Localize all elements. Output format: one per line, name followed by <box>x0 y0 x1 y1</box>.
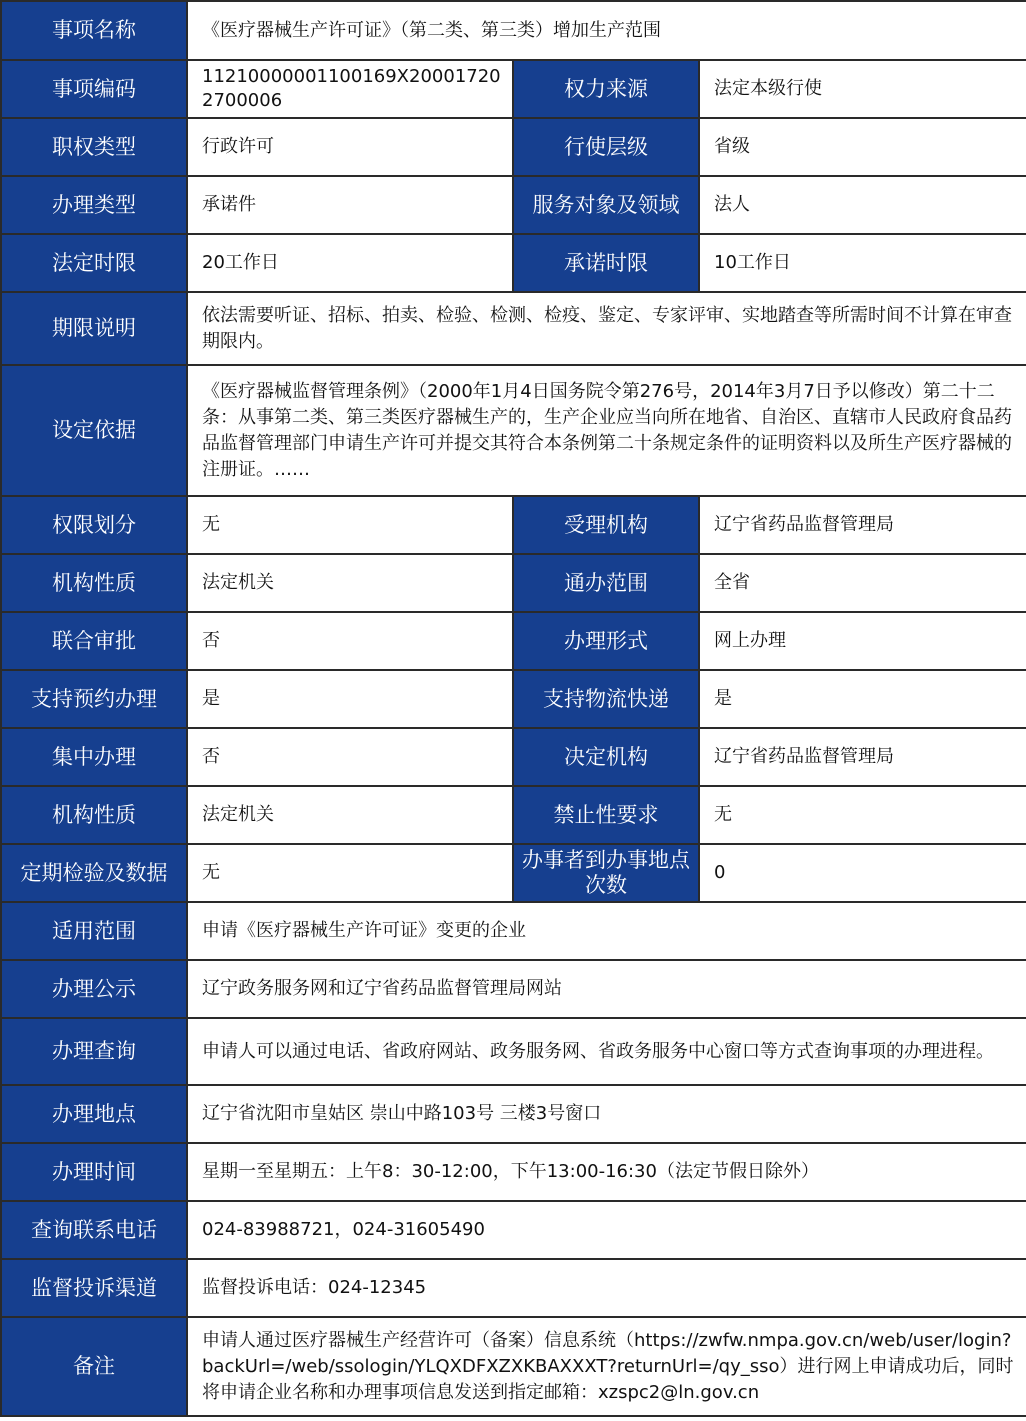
value-applicable-scope: 申请《医疗器械生产许可证》变更的企业 <box>187 902 1026 960</box>
value-legal-basis: 《医疗器械监督管理条例》（2000年1月4日国务院令第276号，2014年3月7日予以修改）第二十二条：从事第二类、第三类医疗器械生产的，生产企业应当向所在地省、自治区、直辖市人民政府食品药品监督管理部门申请生产许可并提交其符合本条例第二十条规定条件的证明资料以及所生产医疗器械的注册证。…… <box>187 365 1026 496</box>
label-authority-division: 权限划分 <box>1 496 187 554</box>
row-applicable-scope <box>1 902 1026 960</box>
row-publicity <box>1 960 1026 1018</box>
label-promised-time-limit: 承诺时限 <box>513 234 699 292</box>
value-handling-scope: 全省 <box>699 554 1026 612</box>
value-joint-approval: 否 <box>187 612 513 670</box>
value-authority-division: 无 <box>187 496 513 554</box>
label-remarks: 备注 <box>1 1317 187 1416</box>
row-agency-nature <box>1 554 1026 612</box>
label-complaint-channel: 监督投诉渠道 <box>1 1259 187 1317</box>
value-prohibitions: 无 <box>699 786 1026 844</box>
value-agency-nature: 法定机关 <box>187 554 513 612</box>
row-authority-type <box>1 118 1026 176</box>
label-prohibitions: 禁止性要求 <box>513 786 699 844</box>
value-location: 辽宁省沈阳市皇姑区 崇山中路103号 三楼3号窗口 <box>187 1085 1026 1143</box>
label-inquiry: 办理查询 <box>1 1018 187 1085</box>
value-periodic-inspection: 无 <box>187 844 513 902</box>
value-inquiry: 申请人可以通过电话、省政府网站、政务服务网、省政务服务中心窗口等方式查询事项的办理进程。 <box>187 1018 1026 1085</box>
label-applicable-scope: 适用范围 <box>1 902 187 960</box>
label-contact-phone: 查询联系电话 <box>1 1201 187 1259</box>
label-joint-approval: 联合审批 <box>1 612 187 670</box>
value-handling-type: 承诺件 <box>187 176 513 234</box>
value-visit-count: 0 <box>699 844 1026 902</box>
row-agency-nature-2 <box>1 786 1026 844</box>
label-logistics: 支持物流快递 <box>513 670 699 728</box>
label-time-limit-note: 期限说明 <box>1 292 187 365</box>
label-power-source: 权力来源 <box>513 60 699 118</box>
value-accepting-agency: 辽宁省药品监督管理局 <box>699 496 1026 554</box>
row-item-code <box>1 60 1026 118</box>
value-service-object: 法人 <box>699 176 1026 234</box>
row-complaint-channel <box>1 1259 1026 1317</box>
label-deciding-agency: 决定机构 <box>513 728 699 786</box>
row-appointment <box>1 670 1026 728</box>
row-legal-time-limit <box>1 234 1026 292</box>
label-location: 办理地点 <box>1 1085 187 1143</box>
label-item-code: 事项编码 <box>1 60 187 118</box>
row-location <box>1 1085 1026 1143</box>
label-hours: 办理时间 <box>1 1143 187 1201</box>
label-legal-time-limit: 法定时限 <box>1 234 187 292</box>
label-publicity: 办理公示 <box>1 960 187 1018</box>
label-legal-basis: 设定依据 <box>1 365 187 496</box>
row-handling-type <box>1 176 1026 234</box>
label-appointment: 支持预约办理 <box>1 670 187 728</box>
row-inquiry <box>1 1018 1026 1085</box>
row-contact-phone <box>1 1201 1026 1259</box>
label-agency-nature: 机构性质 <box>1 554 187 612</box>
label-handling-type: 办理类型 <box>1 176 187 234</box>
label-authority-type: 职权类型 <box>1 118 187 176</box>
label-item-name: 事项名称 <box>1 1 187 60</box>
row-periodic-inspection <box>1 844 1026 902</box>
row-hours <box>1 1143 1026 1201</box>
row-item-name <box>1 1 1026 60</box>
row-joint-approval <box>1 612 1026 670</box>
label-handling-scope: 通办范围 <box>513 554 699 612</box>
row-time-limit-note <box>1 292 1026 365</box>
value-exercise-level: 省级 <box>699 118 1026 176</box>
value-centralized: 否 <box>187 728 513 786</box>
value-deciding-agency: 辽宁省药品监督管理局 <box>699 728 1026 786</box>
label-service-object: 服务对象及领域 <box>513 176 699 234</box>
row-remarks <box>1 1317 1026 1416</box>
value-power-source: 法定本级行使 <box>699 60 1026 118</box>
value-contact-phone: 024-83988721，024-31605490 <box>187 1201 1026 1259</box>
label-exercise-level: 行使层级 <box>513 118 699 176</box>
label-periodic-inspection: 定期检验及数据 <box>1 844 187 902</box>
value-publicity: 辽宁政务服务网和辽宁省药品监督管理局网站 <box>187 960 1026 1018</box>
row-authority-division <box>1 496 1026 554</box>
value-promised-time-limit: 10工作日 <box>699 234 1026 292</box>
value-appointment: 是 <box>187 670 513 728</box>
label-centralized: 集中办理 <box>1 728 187 786</box>
label-agency-nature-2: 机构性质 <box>1 786 187 844</box>
label-accepting-agency: 受理机构 <box>513 496 699 554</box>
value-legal-time-limit: 20工作日 <box>187 234 513 292</box>
label-handling-form: 办理形式 <box>513 612 699 670</box>
value-remarks: 申请人通过医疗器械生产经营许可（备案）信息系统（https://zwfw.nmpa.gov.cn/web/user/login?backUrl=/web/ssologin/YLQXDFXZXKBAXXXT?returnUrl=/qy_sso）进行网上申请成功后，同时将申请企业名称和办理事项信息发送到指定邮箱：xzspc2@ln.gov.cn <box>187 1317 1026 1416</box>
row-centralized <box>1 728 1026 786</box>
value-authority-type: 行政许可 <box>187 118 513 176</box>
label-visit-count: 办事者到办事地点次数 <box>513 844 699 902</box>
value-handling-form: 网上办理 <box>699 612 1026 670</box>
value-time-limit-note: 依法需要听证、招标、拍卖、检验、检测、检疫、鉴定、专家评审、实地踏查等所需时间不计算在审查期限内。 <box>187 292 1026 365</box>
value-agency-nature-2: 法定机关 <box>187 786 513 844</box>
value-complaint-channel: 监督投诉电话：024-12345 <box>187 1259 1026 1317</box>
value-logistics: 是 <box>699 670 1026 728</box>
value-item-code: 11210000001100169X200017202700006 <box>187 60 513 118</box>
value-hours: 星期一至星期五：上午8：30-12:00，下午13:00-16:30（法定节假日除外） <box>187 1143 1026 1201</box>
row-legal-basis <box>1 365 1026 496</box>
value-item-name: 《医疗器械生产许可证》（第二类、第三类）增加生产范围 <box>187 1 1026 60</box>
